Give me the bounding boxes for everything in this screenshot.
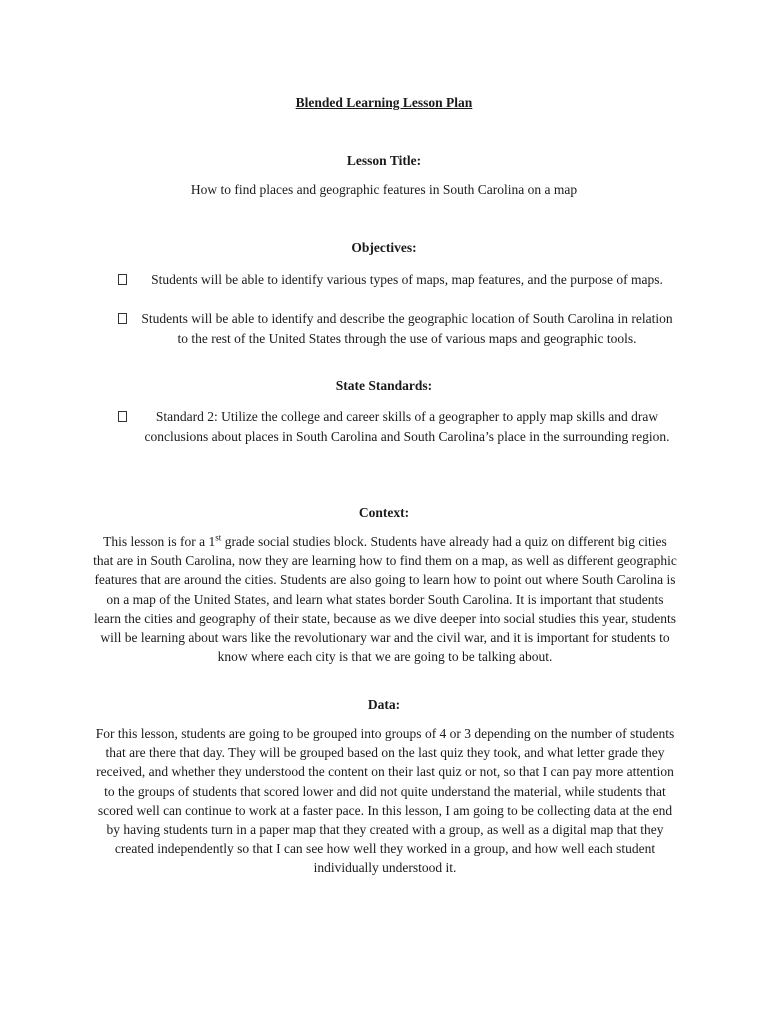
lesson-title-heading: Lesson Title: [346, 153, 422, 168]
context-body: grade social studies block. Students have already had a quiz on different big cities that are in South Carolina, now they are learning how to find them on a map, as well as different geographic features that are around the cities. Students are also going to learn how to point out where South Carolina is on a map of the United States, and learn what states border South Carolina. It is important that students learn the cities and geography of their state, because as we dive deeper into social studies this year, students will be learning about wars like the revolutionary war and the civil war, and it is important for students to know where each city is that we are going to be talking about. [93, 534, 677, 665]
objectives-heading: Objectives: [351, 240, 417, 255]
objective-item-text: Students will be able to identify various types of maps, map features, and the purpose of maps. [151, 272, 663, 287]
document-title: Blended Learning Lesson Plan [295, 95, 473, 110]
bullet-box-icon [118, 274, 127, 285]
context-paragraph [92, 532, 678, 666]
data-paragraph: For this lesson, students are going to be grouped into groups of 4 or 3 depending on the number of students that are there that day. They will be grouped based on the last quiz they took, and what letter grade they received, and whether they understood the content on their last quiz or not, so that I can pay more attention to the groups of students that scored lower and did not quite understand the material, while students that scored well can continue to work at a faster pace. In this lesson, I am going to be collecting data at the end by having students turn in a paper map that they created with a group, as well as a digital map that they created independently so that I can see how well they worked in a group, and how well each student individually understood it. [95, 726, 675, 876]
objective-item [118, 309, 678, 348]
standard-item-text: Standard 2: Utilize the college and career skills of a geographer to apply map skills and draw conclusions about places in South Carolina and South Carolina’s place in the surrounding region. [144, 409, 670, 444]
lesson-title-text: How to find places and geographic features in South Carolina on a map [190, 182, 578, 197]
context-lead: This lesson is for a 1 [103, 534, 216, 549]
state-standards-heading: State Standards: [335, 378, 433, 393]
data-heading: Data: [367, 697, 401, 712]
standard-item [118, 407, 678, 446]
bullet-box-icon [118, 313, 127, 324]
objective-item [118, 270, 678, 290]
context-superscript: st [215, 532, 222, 543]
objective-item-text: Students will be able to identify and describe the geographic location of South Carolina in relation to the rest of the United States through the use of various maps and geographic tools. [141, 311, 673, 346]
bullet-box-icon [118, 411, 127, 422]
context-heading: Context: [358, 505, 410, 520]
